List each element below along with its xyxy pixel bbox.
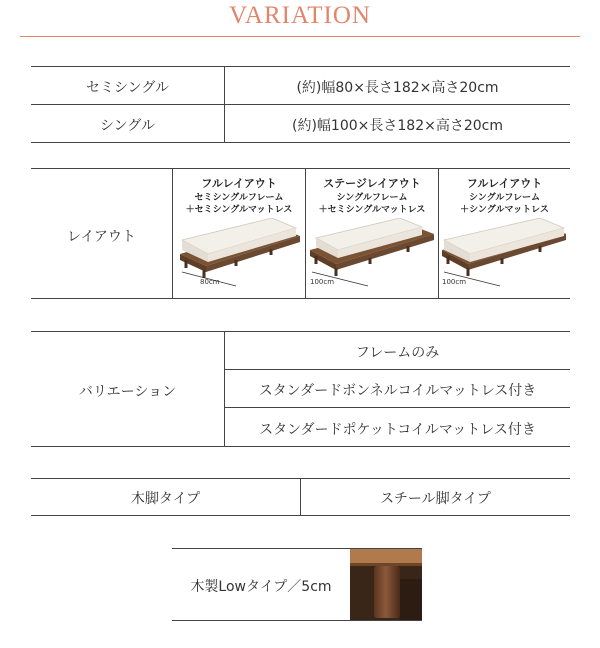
layout-option-line1: シングルフレーム <box>469 193 540 203</box>
layout-option-line2: ＋シングルマットレス <box>460 205 549 215</box>
leg-type-steel: スチール脚タイプ <box>380 491 491 507</box>
layout-option-title: フルレイアウト <box>466 177 543 190</box>
layout-option-line2: ＋セミシングルマットレス <box>185 205 293 215</box>
title-underline <box>20 36 580 37</box>
layout-option-title: ステージレイアウト <box>323 177 421 190</box>
width-dimension-label: 80cm <box>200 278 220 286</box>
width-dimension-label: 100cm <box>310 278 335 286</box>
leg-detail-label: 木製Lowタイプ／5cm <box>190 579 332 595</box>
width-dimension-label: 100cm <box>442 278 467 286</box>
layout-option-line1: セミシングルフレーム <box>194 193 284 203</box>
layout-option-line2: ＋セミシングルマットレス <box>318 205 426 215</box>
size-value-single: (約)幅100×長さ182×高さ20cm <box>292 118 503 134</box>
variation-option-frame-only: フレームのみ <box>355 345 440 361</box>
variation-option-bonnell: スタンダードボンネルコイルマットレス付き <box>258 383 537 399</box>
variation-option-pocket: スタンダードポケットコイルマットレス付き <box>259 422 536 438</box>
variation-label: バリエーション <box>78 384 177 400</box>
page-title: VARIATION <box>229 2 371 29</box>
wooden-leg-photo <box>350 549 422 620</box>
size-label-single: シングル <box>100 118 155 134</box>
bed-illustration <box>176 218 302 292</box>
size-value-semi-single: (約)幅80×長さ182×高さ20cm <box>296 80 499 96</box>
layout-label: レイアウト <box>67 229 136 245</box>
size-label-semi-single: セミシングル <box>86 80 169 96</box>
layout-option-line1: シングルフレーム <box>336 193 408 203</box>
layout-option-title: フルレイアウト <box>201 177 277 190</box>
leg-type-wood: 木脚タイプ <box>130 491 201 507</box>
